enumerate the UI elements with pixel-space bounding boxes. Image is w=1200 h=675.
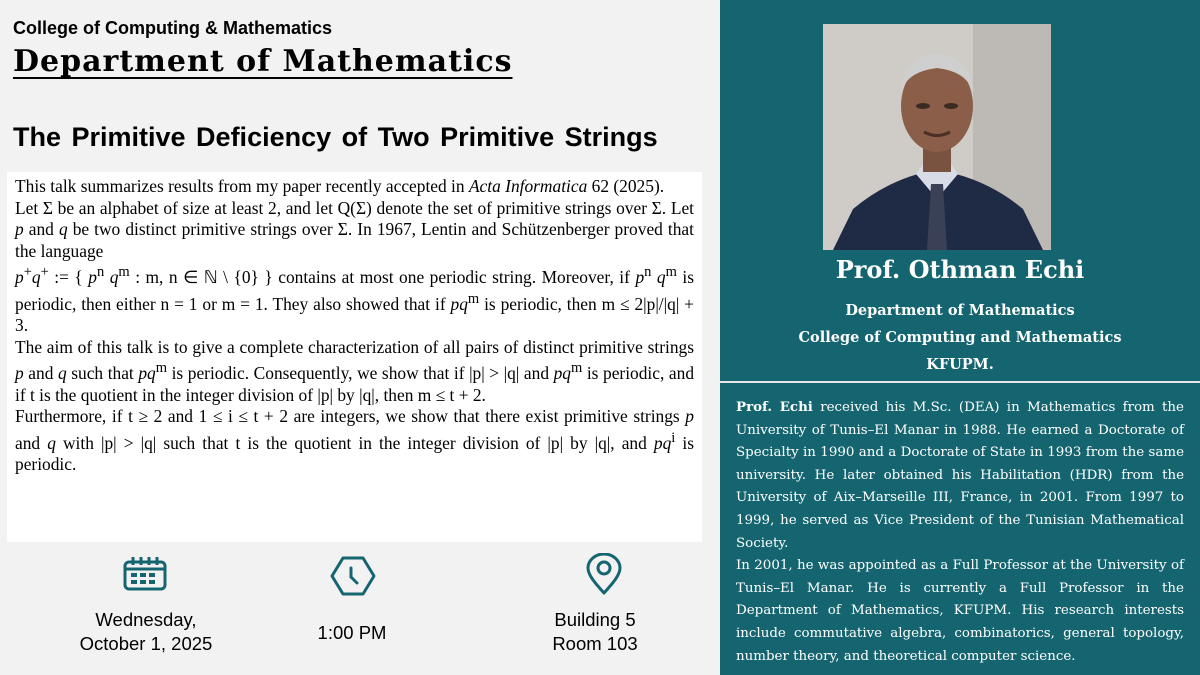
abstract-paragraph: Let Σ be an alphabet of size at least 2, and let Q(Σ) denote the set of primitive strings over Σ. Let p and q be two distinct primitive strings over Σ. In 1967, Lentin and Schützenberger proved that the language [15, 197, 694, 261]
speaker-department: Department of Mathematics [845, 302, 1075, 319]
event-time: 1:00 PM [317, 622, 387, 643]
speaker-photo [823, 24, 1051, 250]
divider [720, 381, 1200, 383]
speaker-institution: KFUPM. [926, 356, 994, 373]
abstract-paragraph: p+q+ := { $p^n$ $q^m$ : m, n ∈ ℕ \ {0} } contains at most one periodic string. Moreover, if $p^n$ $q^m$ is periodic, then either n = 1 or m = 1. They also showed that if $pq^m$ is periodic, then m ≤ 2|p|/|q| + 3. [15, 264, 694, 336]
event-date: Wednesday, October 1, 2025 [79, 609, 213, 654]
location-pin-icon [584, 553, 624, 597]
speaker-name: Prof. Othman Echi [835, 255, 1085, 284]
talk-title: The Primitive Deficiency of Two Primitive Strings [13, 122, 658, 152]
bio-paragraph: Prof. Echi received his M.Sc. (DEA) in Mathematics from the University of Tunis–El Manar in 1988. He earned a Doctorate of Specialty in 1990 and a Doctorate of State in 1993 from the same university. He later obtained his Habilitation (HDR) from the University of Aix–Marseille III, France, in 2001. From 1997 to 1999, he served as Vice President of the Tunisian Mathematical Society. [736, 399, 1184, 551]
abstract-paragraph: Furthermore, if t ≥ 2 and 1 ≤ i ≤ t + 2 are integers, we show that there exist primitive strings p and q with |p| > |q| such that t is the quotient in the integer division of |p| by |q|, and $pq^i$ is periodic. [15, 406, 695, 475]
bio-paragraph: In 2001, he was appointed as a Full Professor at the University of Tunis–El Manar. He is currently a Full Professor in the Department of Mathematics, KFUPM. His research interests include commutative algebra, combinatorics, general topology, number theory, and theoretical computer science. [736, 558, 1184, 664]
speaker-panel [720, 0, 1200, 675]
calendar-icon [123, 556, 169, 592]
abstract-box [7, 172, 702, 542]
speaker-bio [736, 396, 1184, 668]
clock-icon [330, 556, 376, 596]
abstract-paragraph: The aim of this talk is to give a complete characterization of all pairs of distinct primitive strings p and q such that $pq^m$ is periodic. Consequently, we show that if |p| > |q| and $pq^m$ is periodic, and if t is the quotient in the integer division of |p| by |q|, then m ≤ t + 2. [15, 336, 695, 405]
event-location: Building 5 Room 103 [552, 609, 638, 654]
speaker-college: College of Computing and Mathematics [798, 329, 1122, 346]
abstract-paragraph: This talk summarizes results from my paper recently accepted in Acta Informatica 62 (2025). [15, 176, 665, 196]
college-name: College of Computing & Mathematics [13, 18, 333, 38]
department-title: Department of Mathematics [13, 44, 513, 79]
